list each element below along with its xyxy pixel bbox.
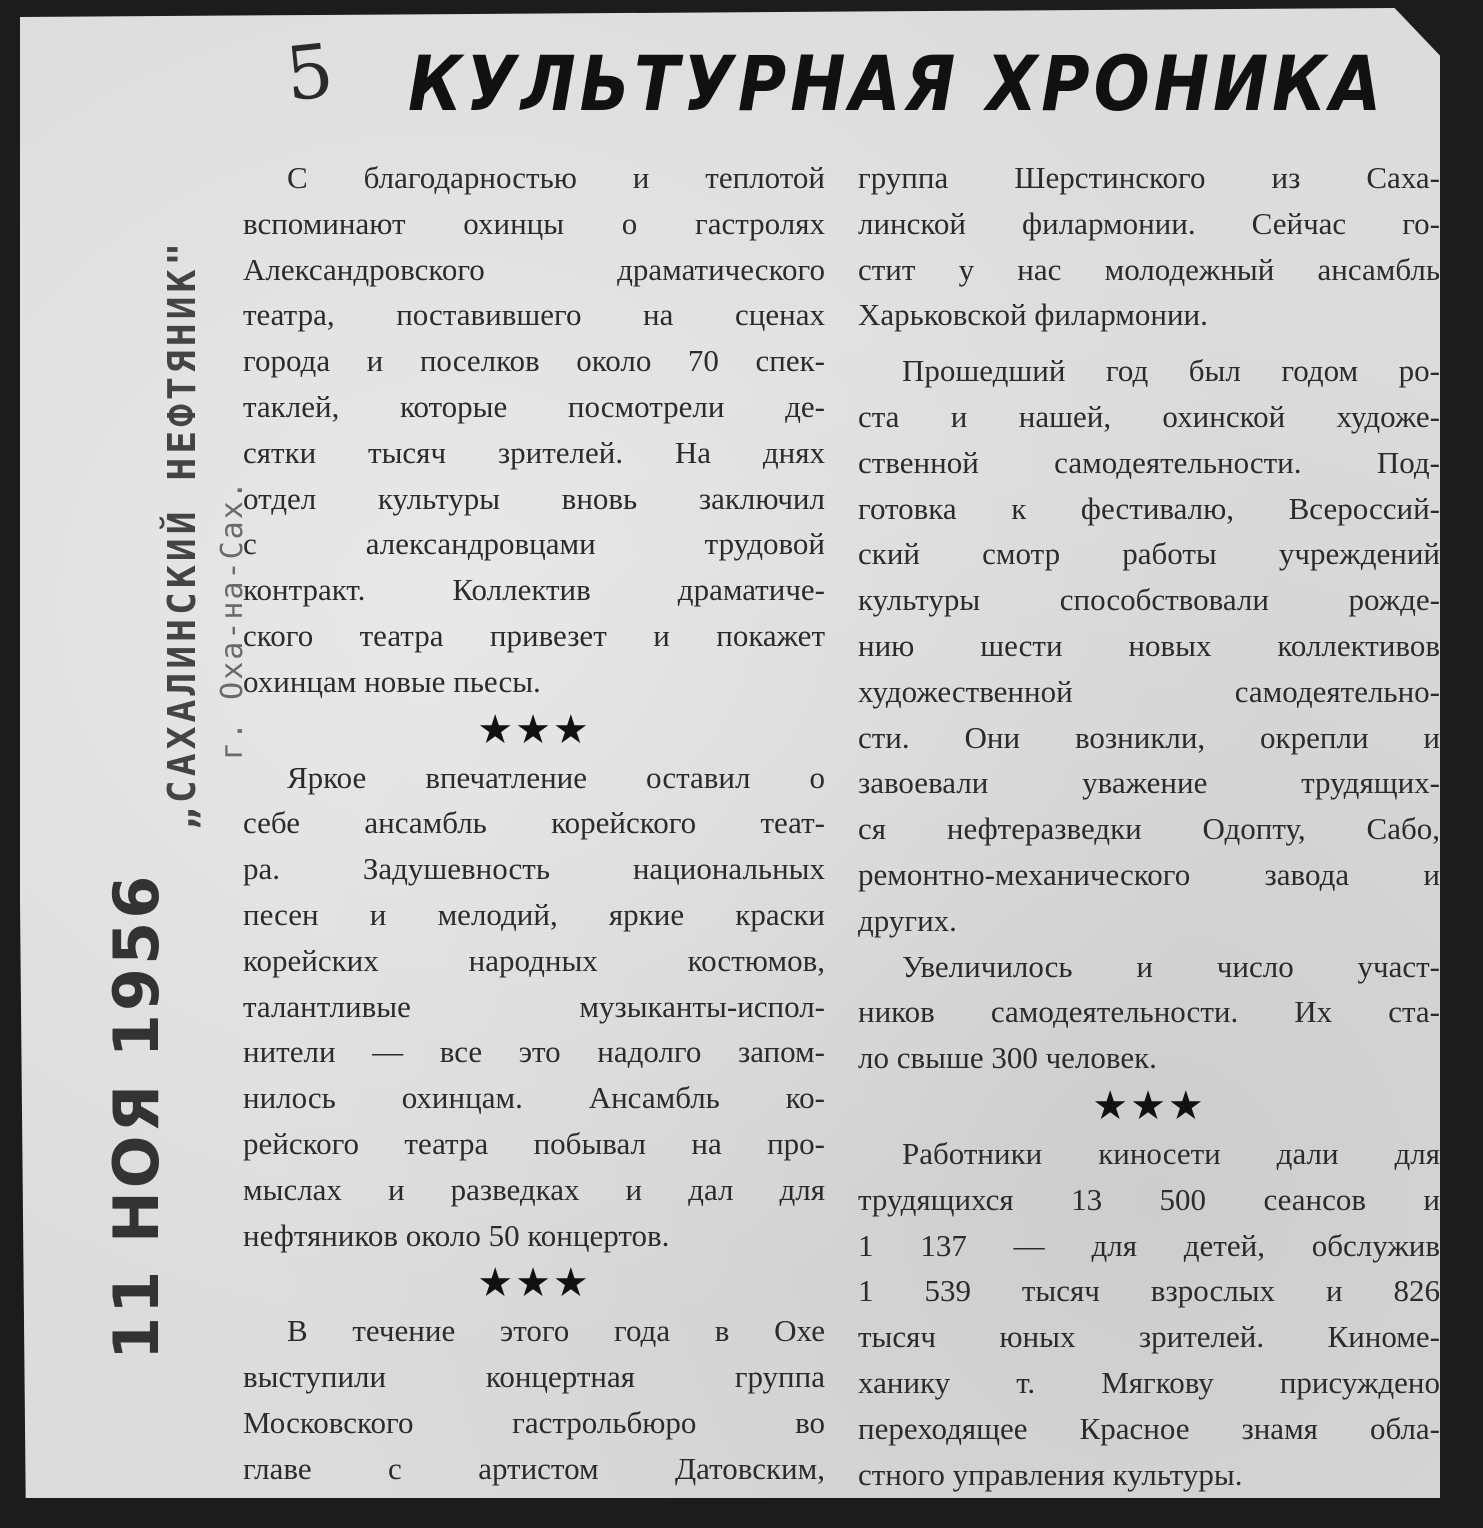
article-line: 1 137 — для детей, обслужив <box>858 1227 1440 1263</box>
article-line: художественной самодеятельно- <box>858 673 1440 709</box>
article-line: тысяч юных зрителей. Киноме- <box>858 1319 1440 1355</box>
article-line: мыслах и разведках и дал для <box>243 1171 825 1207</box>
article-line: ра. Задушевность национальных <box>243 851 825 887</box>
article-line: ста и нашей, охинской художе- <box>858 398 1440 434</box>
article-line: ханику т. Мягкову присуждено <box>858 1364 1440 1400</box>
section-separator-stars: ★★★ <box>1092 1082 1206 1129</box>
newspaper-name-stamp: „САХАЛИНСКИЙ НЕФТЯНИК" <box>160 238 204 830</box>
article-line: нию шести новых коллективов <box>858 627 1440 663</box>
article-line: ников самодеятельности. Их ста- <box>858 994 1440 1030</box>
article-line: группа Шерстинского из Саха- <box>858 160 1440 195</box>
article-line: нилось охинцам. Ансамбль ко- <box>243 1080 825 1116</box>
article-line: трудящихся 13 500 сеансов и <box>858 1181 1440 1217</box>
article-line: ло свыше 300 человек. <box>858 1040 1157 1076</box>
article-line: выступили концертная группа <box>243 1359 825 1395</box>
article-line: Александровского драматического <box>243 251 825 287</box>
article-line: себе ансамбль корейского теат- <box>243 805 825 841</box>
city-stamp: г. Оха-на-Сах. <box>215 479 250 760</box>
article-line: Харьковской филармонии. <box>858 297 1208 333</box>
section-separator-stars: ★★★ <box>477 706 591 753</box>
article-line: Московского гастрольбюро во <box>243 1404 825 1440</box>
article-line: В течение этого года в Охе <box>287 1313 825 1349</box>
article-line: Работники киносети дали для <box>902 1135 1440 1171</box>
article-line: рейского театра побывал на про- <box>243 1125 825 1161</box>
article-line: города и поселков около 70 спек- <box>243 343 825 379</box>
article-line: завоевали уважение трудящих- <box>858 765 1440 801</box>
article-line: линской филармонии. Сейчас го- <box>858 205 1440 241</box>
handwritten-page-number: 5 <box>281 27 338 119</box>
article-column-left <box>243 155 825 1492</box>
article-line: нители — все это надолго запом- <box>243 1034 825 1070</box>
article-line: Увеличилось и число участ- <box>902 948 1440 984</box>
article-line: песен и мелодий, яркие краски <box>243 896 825 932</box>
article-line: Яркое впечатление оставил о <box>287 759 825 795</box>
date-stamp: 11 НОЯ 1956 <box>100 872 173 1360</box>
article-line: театра, поставившего на сценах <box>243 297 825 333</box>
article-line: ственной самодеятельности. Под- <box>858 444 1440 480</box>
article-line: 1 539 тысяч взрослых и 826 <box>858 1273 1440 1309</box>
article-line: Прошедший год был годом ро- <box>902 353 1440 389</box>
article-line: отдел культуры вновь заключил <box>243 480 825 516</box>
article-line: переходящее Красное знамя обла- <box>858 1410 1440 1446</box>
article-line: готовка к фестивалю, Всероссий- <box>858 490 1440 526</box>
article-line: с александровцами трудовой <box>243 526 825 562</box>
article-line: таклей, которые посмотрели де- <box>243 388 825 424</box>
paragraph-gap <box>858 338 1440 348</box>
article-line: других. <box>858 902 957 938</box>
section-separator-stars: ★★★ <box>477 1260 591 1307</box>
article-line: талантливые музыканты-испол- <box>243 988 825 1024</box>
article-line: культуры способствовали рожде- <box>858 582 1440 618</box>
article-line: нефтяников около 50 концертов. <box>243 1217 670 1253</box>
article-line: охинцам новые пьесы. <box>243 663 541 699</box>
article-line: вспоминают охинцы о гастролях <box>243 205 825 241</box>
article-line: ся нефтеразведки Одопту, Сабо, <box>858 811 1440 847</box>
headline: КУЛЬТУРНАЯ ХРОНИКА <box>408 40 1386 129</box>
article-line: С благодарностью и теплотой <box>287 160 825 195</box>
article-line: корейских народных костюмов, <box>243 942 825 978</box>
article-line: сти. Они возникли, окрепли и <box>858 719 1440 755</box>
article-line: стит у нас молодежный ансамбль <box>858 251 1440 287</box>
article-line: стного управления культуры. <box>858 1456 1243 1492</box>
article-line: сятки тысяч зрителей. На днях <box>243 434 825 470</box>
article-line: главе с артистом Датовским, <box>243 1450 825 1486</box>
article-line: ский смотр работы учреждений <box>858 536 1440 572</box>
article-line: контракт. Коллектив драматиче- <box>243 572 825 608</box>
article-line: ремонтно-механического завода и <box>858 856 1440 892</box>
article-line: ского театра привезет и покажет <box>243 617 825 653</box>
article-column-right <box>858 155 1440 1497</box>
